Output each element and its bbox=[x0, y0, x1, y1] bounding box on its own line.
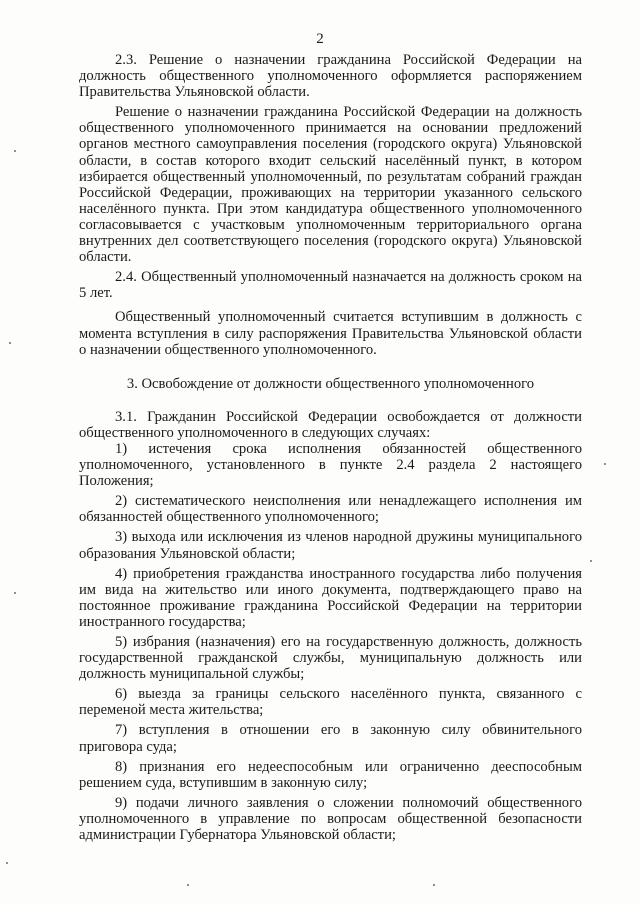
list-item: 7) вступления в отношении его в законную силу обвинительного приговора суда; bbox=[79, 722, 582, 755]
scan-speck bbox=[9, 342, 11, 344]
page-number: 2 bbox=[316, 31, 324, 47]
list-item: 1) истечения срока исполнения обязанностей общественного уполномоченного, установленного в пункте 2.4 раздела 2 настоящего Положения; bbox=[79, 440, 582, 490]
list-item: 3) выхода или исключения из членов народной дружины муниципального образования Ульяновской области; bbox=[79, 529, 582, 562]
scan-speck bbox=[433, 884, 435, 886]
section-heading: 3. Освобождение от должности общественного уполномоченного bbox=[126, 375, 535, 392]
scan-speck bbox=[14, 592, 16, 594]
list-item: 2) систематического неисполнения или ненадлежащего исполнения им обязанностей общественного уполномоченного; bbox=[79, 493, 582, 526]
scan-speck bbox=[590, 560, 592, 562]
list-item: 8) признания его недееспособным или ограниченно дееспособным решением суда, вступившим в законную силу; bbox=[79, 758, 582, 791]
paragraph-3-1: 3.1. Гражданин Российской Федерации освобождается от должности общественного уполномоченного в следующих случаях: bbox=[79, 408, 582, 441]
document-body bbox=[79, 52, 582, 843]
paragraph-2-4: 2.4. Общественный уполномоченный назначается на должность сроком на 5 лет. bbox=[79, 269, 582, 302]
scan-speck bbox=[14, 150, 16, 152]
list-item: 9) подачи личного заявления о сложении полномочий общественного уполномоченного в управление по вопросам общественной безопасности администрации Губернатора Ульяновской области; bbox=[79, 794, 582, 844]
paragraph-appointment-basis: Решение о назначении гражданина Российской Федерации на должность общественного уполномоченного принимается на основании предложений органов местного самоуправления поселения (городского округа) Ульяновской области, в состав которого входит сельский населённый пункт, в котором избирается общественный уполномоченный, по результатам собраний граждан Российской Федерации, проживающих на территории указанного сельского населённого пункта. При этом кандидатура общественного уполномоченного согласовывается с участковым уполномоченным территориального органа внутренних дел соответствующего поселения (городского округа) Ульяновской области. bbox=[79, 104, 582, 266]
scan-speck bbox=[187, 884, 189, 886]
paragraph-2-3: 2.3. Решение о назначении гражданина Российской Федерации на должность общественного уполномоченного оформляется распоряжением Правительства Ульяновской области. bbox=[79, 52, 582, 101]
paragraph-entry-into-office: Общественный уполномоченный считается вступившим в должность с момента вступления в силу распоряжения Правительства Ульяновской области о назначении общественного уполномоченного. bbox=[79, 309, 582, 358]
scan-speck bbox=[6, 862, 8, 864]
list-item: 5) избрания (назначения) его на государственную должность, должность государственной гражданской службы, муниципальную должность или должность муниципальной службы; bbox=[79, 634, 582, 683]
list-item: 4) приобретения гражданства иностранного государства либо получения им вида на жительство или иного документа, подтверждающего право на постоянное проживание гражданина Российской Федерации на территории иностранного государства; bbox=[79, 565, 582, 630]
scan-speck bbox=[604, 463, 606, 465]
list-item: 6) выезда за границы сельского населённого пункта, связанного с переменой места жительства; bbox=[79, 686, 582, 719]
